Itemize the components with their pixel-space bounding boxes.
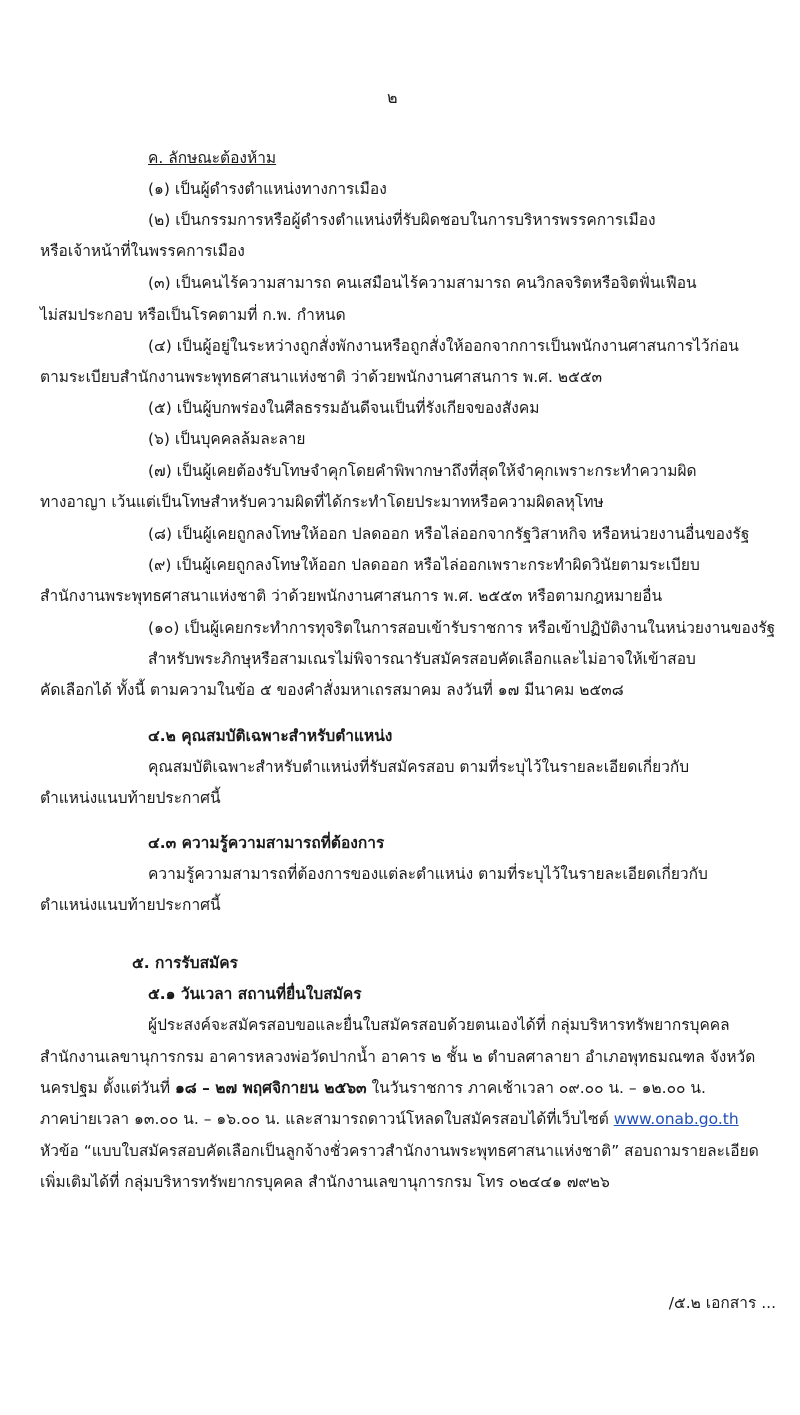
section-5-1-line-1: ผู้ประสงค์จะสมัครสอบขอและยื่นใบสมัครสอบด้วยตนเองได้ที่ กลุ่มบริหารทรัพยากรบุคคล bbox=[148, 1016, 730, 1034]
prohibition-item-10: (๑๐) เป็นผู้เคยกระทำการทุจริตในการสอบเข้ารับราชการ หรือเข้าปฏิบัติงานในหน่วยงานของรัฐ bbox=[148, 619, 776, 637]
section-4-3-heading: ๔.๓ ความรู้ความสามารถที่ต้องการ bbox=[148, 834, 385, 852]
prohibition-item-9-cont: สำนักงานพระพุทธศาสนาแห่งชาติ ว่าด้วยพนักงานศาสนการ พ.ศ. ๒๕๕๓ หรือตามกฎหมายอื่น bbox=[40, 587, 663, 605]
website-link[interactable]: www.onab.go.th bbox=[613, 1110, 739, 1128]
prohibition-item-6: (๖) เป็นบุคคลล้มละลาย bbox=[148, 430, 306, 448]
section-4-2-line-1: คุณสมบัติเฉพาะสำหรับตำแหน่งที่รับสมัครสอบ ตามที่ระบุไว้ในรายละเอียดเกี่ยวกับ bbox=[148, 758, 690, 776]
section-4-2-line-2: ตำแหน่งแนบท้ายประกาศนี้ bbox=[40, 789, 221, 807]
prohibition-item-7: (๗) เป็นผู้เคยต้องรับโทษจำคุกโดยคำพิพากษาถึงที่สุดให้จำคุกเพราะกระทำความผิด bbox=[148, 462, 697, 480]
prohibition-item-5: (๕) เป็นผู้บกพร่องในศีลธรรมอันดีจนเป็นที่รังเกียจของสังคม bbox=[148, 399, 540, 417]
page-number: ๒ bbox=[387, 88, 398, 107]
prohibition-item-9: (๙) เป็นผู้เคยถูกลงโทษให้ออก ปลดออก หรือไล่ออกเพราะกระทำผิดวินัยตามระเบียบ bbox=[148, 556, 700, 574]
monk-note-cont: คัดเลือกได้ ทั้งนี้ ตามความในข้อ ๕ ของคำสั่งมหาเถรสมาคม ลงวันที่ ๑๗ มีนาคม ๒๕๓๘ bbox=[40, 681, 624, 699]
next-page-reference: /๕.๒ เอกสาร ... bbox=[668, 1294, 776, 1312]
section-5-1-line-3 bbox=[40, 1078, 706, 1098]
section-5-1-line-5: หัวข้อ “แบบใบสมัครสอบคัดเลือกเป็นลูกจ้างชั่วคราวสำนักงานพระพุทธศาสนาแห่งชาติ” สอบถามรายละเอียด bbox=[40, 1142, 759, 1160]
section-4-3-line-2: ตำแหน่งแนบท้ายประกาศนี้ bbox=[40, 896, 221, 914]
line-3-suffix: ในวันราชการ ภาคเช้าเวลา ๐๙.๐๐ น. – ๑๒.๐๐ น. bbox=[366, 1079, 706, 1097]
prohibition-item-2: (๒) เป็นกรรมการหรือผู้ดำรงตำแหน่งที่รับผิดชอบในการบริหารพรรคการเมือง bbox=[148, 211, 656, 229]
line-4-prefix: ภาคบ่ายเวลา ๑๓.๐๐ น. – ๑๖.๐๐ น. และสามารถดาวน์โหลดใบสมัครสอบได้ที่เว็บไซต์ bbox=[40, 1110, 614, 1128]
prohibition-item-2-cont: หรือเจ้าหน้าที่ในพรรคการเมือง bbox=[40, 242, 245, 260]
application-dates: ๑๘ – ๒๗ พฤศจิกายน ๒๕๖๓ bbox=[174, 1079, 367, 1097]
prohibition-item-7-cont: ทางอาญา เว้นแต่เป็นโทษสำหรับความผิดที่ได้กระทำโดยประมาทหรือความผิดลหุโทษ bbox=[40, 493, 604, 511]
prohibition-item-1: (๑) เป็นผู้ดำรงตำแหน่งทางการเมือง bbox=[148, 180, 387, 198]
section-5-1-line-2: สำนักงานเลขานุการกรม อาคารหลวงพ่อวัดปากน้ำ อาคาร ๒ ชั้น ๒ ตำบลศาลายา อำเภอพุทธมณฑล จังหวัด bbox=[40, 1048, 756, 1066]
prohibition-item-4-cont: ตามระเบียบสำนักงานพระพุทธศาสนาแห่งชาติ ว่าด้วยพนักงานศาสนการ พ.ศ. ๒๕๕๓ bbox=[40, 368, 603, 386]
prohibition-item-3-cont: ไม่สมประกอบ หรือเป็นโรคตามที่ ก.พ. กำหนด bbox=[40, 306, 346, 324]
section-c-heading: ค. ลักษณะต้องห้าม bbox=[148, 149, 277, 167]
section-5-1-line-6: เพิ่มเติมได้ที่ กลุ่มบริหารทรัพยากรบุคคล สำนักงานเลขานุการกรม โทร ๐๒๔๔๑ ๗๙๒๖ bbox=[40, 1173, 610, 1191]
prohibition-item-4: (๔) เป็นผู้อยู่ในระหว่างถูกสั่งพักงานหรือถูกสั่งให้ออกจากการเป็นพนักงานศาสนการไว้ก่อน bbox=[148, 337, 739, 355]
section-5-1-heading: ๕.๑ วันเวลา สถานที่ยื่นใบสมัคร bbox=[148, 985, 362, 1003]
prohibition-item-3: (๓) เป็นคนไร้ความสามารถ คนเสมือนไร้ความสามารถ คนวิกลจริตหรือจิตฟั่นเฟือน bbox=[148, 274, 697, 292]
section-5-heading: ๕. การรับสมัคร bbox=[132, 954, 238, 972]
line-3-prefix: นครปฐม ตั้งแต่วันที่ bbox=[40, 1079, 175, 1097]
section-4-2-heading: ๔.๒ คุณสมบัติเฉพาะสำหรับตำแหน่ง bbox=[148, 727, 393, 745]
monk-note: สำหรับพระภิกษุหรือสามเณรไม่พิจารณารับสมัครสอบคัดเลือกและไม่อาจให้เข้าสอบ bbox=[148, 650, 696, 668]
section-5-1-line-4 bbox=[40, 1109, 739, 1129]
section-4-3-line-1: ความรู้ความสามารถที่ต้องการของแต่ละตำแหน่ง ตามที่ระบุไว้ในรายละเอียดเกี่ยวกับ bbox=[148, 865, 708, 883]
prohibition-item-8: (๘) เป็นผู้เคยถูกลงโทษให้ออก ปลดออก หรือไล่ออกจากรัฐวิสาหกิจ หรือหน่วยงานอื่นของรัฐ bbox=[148, 525, 750, 543]
